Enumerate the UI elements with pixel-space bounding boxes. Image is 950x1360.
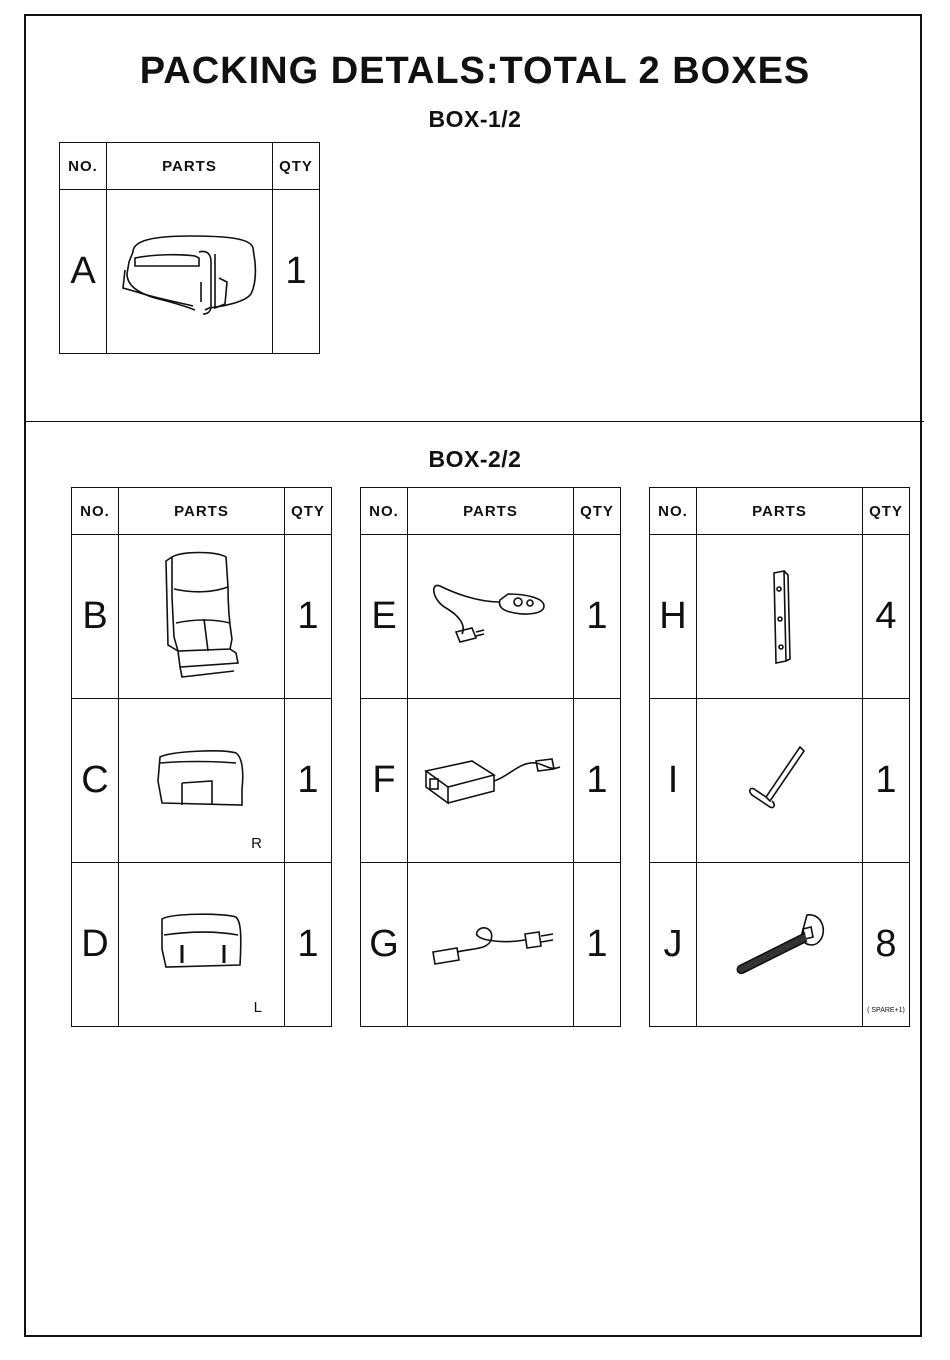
page-title: PACKING DETALS:TOTAL 2 BOXES [139,50,811,92]
bolt-icon [725,905,835,985]
header-no: NO. [60,143,107,190]
part-qty: 1 [863,699,910,863]
header-qty: QTY [273,143,320,190]
table-row [650,863,910,1027]
part-qty: 4 [863,535,910,699]
box1-label: BOX-1/2 [428,106,522,132]
part-image [119,863,285,1027]
part-image [697,863,863,1027]
box2-parts-table-1 [71,487,332,1027]
header-no: NO. [361,488,408,535]
part-image [697,535,863,699]
header-qty: QTY [863,488,910,535]
header-parts: PARTS [119,488,285,535]
header-no: NO. [650,488,697,535]
table-row [72,863,332,1027]
backrest-icon [152,547,252,687]
box2-label: BOX-2/2 [428,446,522,472]
part-no: B [72,535,119,699]
part-no: A [60,190,107,354]
table-row [650,699,910,863]
side-label: L [253,999,262,1016]
header-parts: PARTS [408,488,574,535]
part-qty: 1 [574,863,621,1027]
power-adapter-icon [416,741,566,821]
part-qty [863,863,910,1027]
part-no: F [361,699,408,863]
part-qty: 1 [285,699,332,863]
part-qty: 1 [273,190,320,354]
part-image [119,699,285,863]
box2-parts-table-3 [649,487,910,1027]
header-parts: PARTS [697,488,863,535]
side-label: R [251,835,262,852]
table-row [60,190,320,354]
header-no: NO. [72,488,119,535]
table-row [361,699,621,863]
recliner-seat-icon [115,222,265,322]
right-armrest-icon [152,741,252,821]
part-no: E [361,535,408,699]
left-armrest-icon [152,905,252,985]
metal-bracket-icon [760,567,800,667]
box1-parts-table [59,142,320,354]
part-image [107,190,273,354]
part-no: I [650,699,697,863]
table-row [72,535,332,699]
table-row [361,535,621,699]
header-qty: QTY [574,488,621,535]
qty-value: 8 [875,923,897,965]
table-row [72,699,332,863]
part-qty: 1 [285,535,332,699]
part-image [408,699,574,863]
part-image [119,535,285,699]
part-image [408,863,574,1027]
part-no: H [650,535,697,699]
power-cord-icon [421,910,561,980]
part-no: C [72,699,119,863]
part-no: D [72,863,119,1027]
part-no: J [650,863,697,1027]
hand-remote-icon [426,572,556,662]
box2-parts-table-2 [360,487,621,1027]
table-row [361,863,621,1027]
part-qty: 1 [574,699,621,863]
spare-note: ( SPARE+1) [867,1007,905,1014]
part-image [408,535,574,699]
part-qty: 1 [285,863,332,1027]
part-qty: 1 [574,535,621,699]
header-parts: PARTS [107,143,273,190]
part-no: G [361,863,408,1027]
box-divider [24,421,924,422]
header-qty: QTY [285,488,332,535]
table-row [650,535,910,699]
allen-key-icon [740,741,820,821]
part-image [697,699,863,863]
